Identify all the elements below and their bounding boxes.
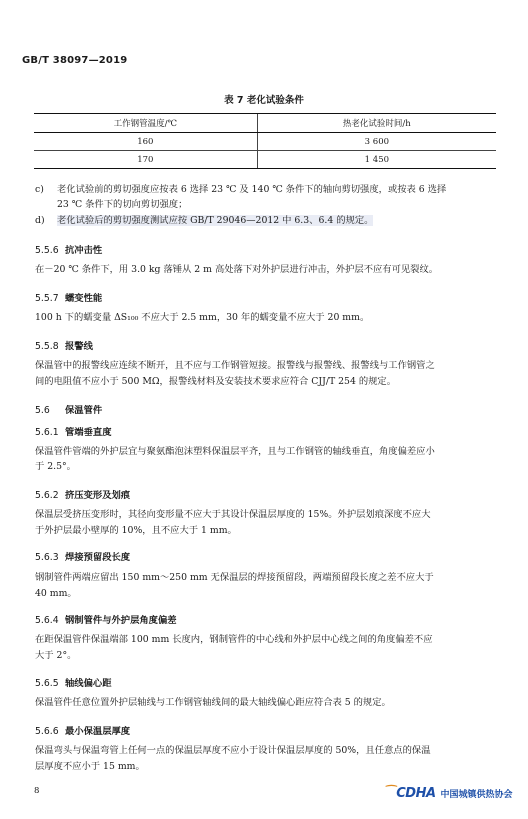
section-heading [35, 242, 102, 256]
section-title: 管端垂直度 [65, 427, 112, 438]
column-header: 热老化试验时间/h [257, 114, 496, 133]
table-cell: 1 450 [257, 151, 496, 169]
paragraph-line: 保温弯头与保温弯管上任何一点的保温层厚度不应小于设计保温层厚度的 50%，且任意点的保温 [35, 745, 431, 756]
section-number: 5.5.8 [35, 341, 59, 352]
section-heading [35, 723, 130, 737]
section-number: 5.5.7 [35, 293, 59, 304]
paragraph-line: 在距保温管件保温端部 100 mm 长度内，钢制管件的中心线和外护层中心线之间的角度偏差不应 [35, 634, 433, 645]
logo-initials: CDHA [396, 786, 436, 801]
paragraph-line: 钢制管件两端应留出 150 mm～250 mm 无保温层的焊接预留段，两端预留段长度之差不应大于 [35, 572, 434, 583]
list-item-text: 老化试验后的剪切强度测试应按 GB/T 29046—2012 中 6.3、6.4 的规定。 [57, 215, 374, 226]
logo-swoosh-icon: ⁀ [386, 786, 397, 801]
section-title: 报警线 [65, 341, 93, 352]
table-row [34, 133, 496, 151]
paragraph-line: 保温管件管端的外护层宜与聚氨酯泡沫塑料保温层平齐，且与工作钢管的轴线垂直，角度偏差应小 [35, 446, 435, 457]
list-item-c-continuation: 23 ℃ 条件下的切向剪切强度； [57, 199, 188, 210]
section-heading [35, 424, 112, 438]
paragraph-line: 在－20 ℃ 条件下，用 3.0 kg 落锤从 2 m 高处落下对外护层进行冲击，外护层不应有可见裂纹。 [35, 264, 439, 275]
paragraph-line: 大于 2°。 [35, 650, 77, 661]
paragraph-line: 100 h 下的蠕变量 ΔS₁₀₀ 不应大于 2.5 mm，30 年的蠕变量不应大于 20 mm。 [35, 312, 370, 323]
section-title: 抗冲击性 [65, 245, 103, 256]
association-logo [386, 786, 513, 801]
section-heading [35, 612, 177, 626]
paragraph-line: 于 2.5°。 [35, 461, 76, 472]
list-item-text: 老化试验前的剪切强度应按表 6 选择 23 ℃ 及 140 ℃ 条件下的轴向剪切强度，或按表 6 选择 [57, 184, 447, 195]
section-number: 5.6.2 [35, 490, 59, 501]
section-heading [35, 290, 102, 304]
section-title: 蠕变性能 [65, 293, 103, 304]
table-cell: 170 [34, 151, 257, 169]
section-heading [35, 402, 102, 416]
logo-mark [386, 786, 436, 801]
logo-text: 中国城镇供热协会 [440, 790, 513, 800]
section-title: 焊接预留段长度 [65, 552, 131, 563]
paragraph-line: 于外护层最小壁厚的 10%，且不应大于 1 mm。 [35, 525, 237, 536]
paragraph-line: 保温管中的报警线应连续不断开，且不应与工作钢管短接。报警线与报警线、报警线与工作钢管之 [35, 360, 435, 371]
paragraph-line: 间的电阻值不应小于 500 MΩ，报警线材料及安装技术要求应符合 CJJ/T 254 的规定。 [35, 376, 397, 387]
section-heading [35, 487, 130, 501]
section-title: 保温管件 [65, 405, 103, 416]
table-cell: 160 [34, 133, 257, 151]
section-title: 挤压变形及划痕 [65, 490, 131, 501]
section-number: 5.6.1 [35, 427, 59, 438]
section-title: 最小保温层厚度 [65, 726, 131, 737]
section-number: 5.6.4 [35, 615, 59, 626]
list-marker: d) [35, 215, 45, 226]
section-number: 5.6.3 [35, 552, 59, 563]
list-item-d [35, 214, 373, 228]
section-heading [35, 675, 112, 689]
section-heading [35, 549, 130, 563]
table-row [34, 151, 496, 169]
paragraph-line: 保温层受挤压变形时，其径向变形量不应大于其设计保温层厚度的 15%。外护层划痕深度不应大 [35, 509, 431, 520]
section-heading [35, 338, 93, 352]
section-number: 5.5.6 [35, 245, 59, 256]
list-item-c [35, 183, 446, 197]
page-number: 8 [34, 786, 40, 796]
column-header: 工作钢管温度/℃ [34, 114, 257, 133]
section-number: 5.6 [35, 405, 50, 416]
table-title: 表 7 老化试验条件 [224, 95, 304, 106]
table-cell: 3 600 [257, 133, 496, 151]
section-title: 钢制管件与外护层角度偏差 [65, 615, 177, 626]
paragraph-line: 层厚度不应小于 15 mm。 [35, 761, 145, 772]
standard-code: GB/T 38097—2019 [22, 55, 128, 66]
paragraph-line: 40 mm。 [35, 588, 77, 599]
section-number: 5.6.6 [35, 726, 59, 737]
section-number: 5.6.5 [35, 678, 59, 689]
table-header-row [34, 114, 496, 133]
section-title: 轴线偏心距 [65, 678, 112, 689]
list-marker: c) [35, 184, 44, 195]
paragraph-line: 保温管件任意位置外护层轴线与工作钢管轴线间的最大轴线偏心距应符合表 5 的规定。 [35, 697, 391, 708]
aging-conditions-table [34, 113, 496, 169]
